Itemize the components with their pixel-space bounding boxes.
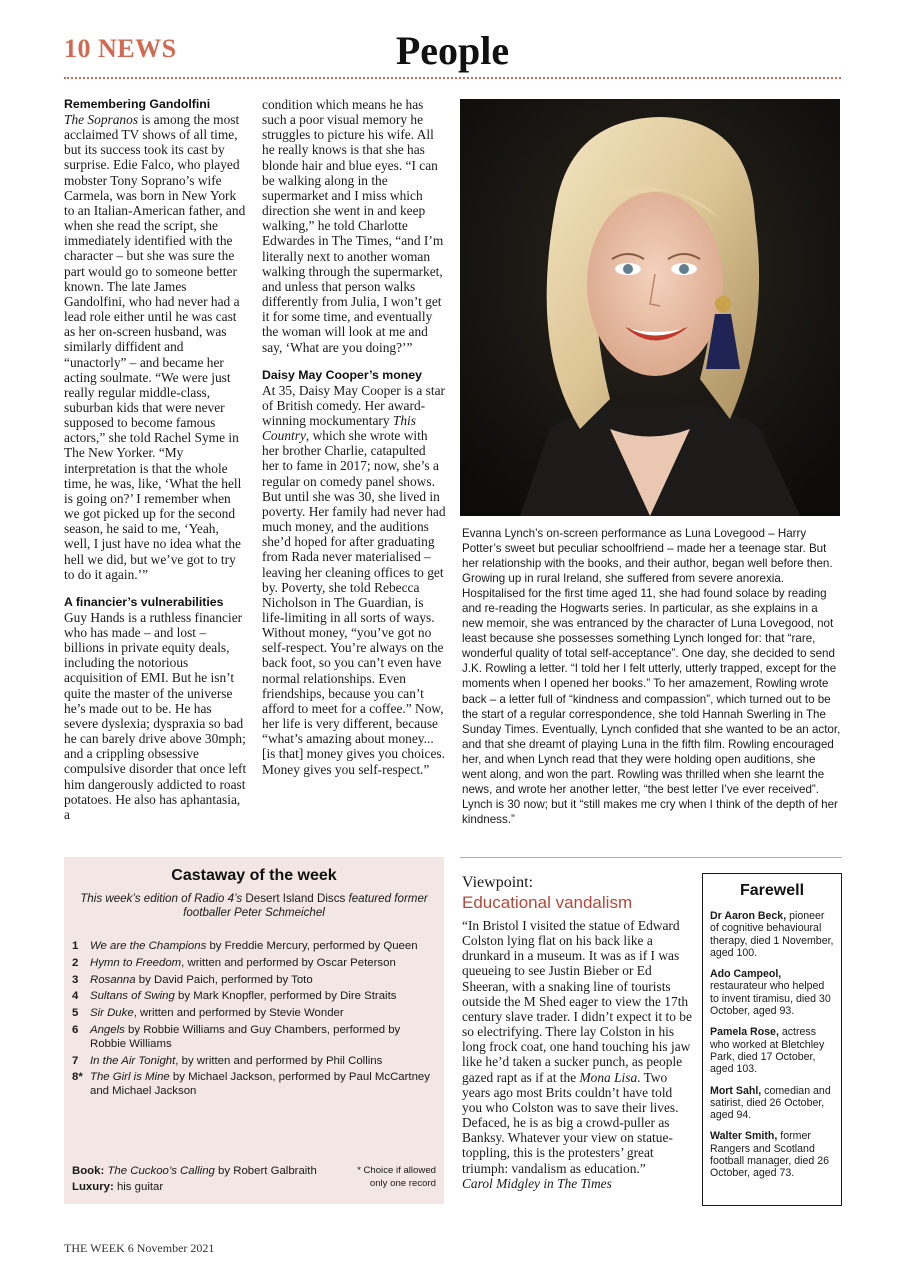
viewpoint-body [462, 918, 694, 1191]
record-text [90, 990, 396, 1004]
record-song: Angels [90, 1023, 125, 1036]
page-footer: THE WEEK 6 November 2021 [64, 1241, 215, 1255]
record-number: 2 [72, 956, 79, 969]
list-item [72, 1055, 436, 1069]
obit-name: Pamela Rose, [710, 1026, 779, 1039]
castaway-note: * Choice if allowed only one record [357, 1165, 436, 1189]
obit-desc: restaurateur who helped to invent tiramisu, died 30 October, aged 93. [710, 980, 831, 1018]
list-item [72, 1007, 436, 1021]
farewell-box [702, 873, 842, 1206]
evanna-lynch-photo [460, 99, 840, 516]
list-item [72, 1071, 436, 1099]
photo-caption: Evanna Lynch’s on-screen performance as Luna Lovegood – Harry Potter’s sweet but peculiar schoolfriend – made her a teenage star. But her relationship with the books, and their author, began well before then. Growing up in rural Ireland, she suffered from severe anorexia. Hospitalised for the first time aged 11, she had found solace by reading and re-reading the Hogwarts series. In particular, as she explains in a new memoir, she was entranced by the character of Luna Lovegood, not least because she possesses something Lynch longed for: that “rare, wonderful quality of total self-acceptance”. One day, she decided to send J.K. Rowling a letter. “I told her I felt utterly, utterly trapped, except for the moments when I opened her books.” To her amazement, Rowling wrote back – a letter full of “kindness and compassion”, which turned out to be the start of a regular correspondence, she told Hannah Swerling in The Sunday Times. Eventually, Lynch confided that she wanted to be an actor, and that she dreamt of playing Luna in the fifth film. Rowling encouraged her, and when Lynch read that they were holding open auditions, she went along, and won the part. Rowling was thrilled when she learnt the news, and wrote her another letter, “the best letter I’ve ever received”. Lynch is 30 now; but it “still makes me cry when I think of the depth of her kindness.” [462, 527, 841, 826]
page-title: People [395, 28, 510, 73]
viewpoint-source: Carol Midgley in The Times [462, 1175, 612, 1191]
column-1 [64, 97, 248, 822]
castaway-record-list [72, 940, 436, 1102]
viewpoint-label: Viewpoint: [462, 874, 534, 891]
list-item [710, 1026, 836, 1075]
gandolfini-body: is among the most acclaimed TV shows of all time, but its success took its cast by surprise. Edie Falco, who played mobster Tony Soprano’s wife Carmela, was born in New York to an Italian-American father, and when she read the script, she immediately identified with the character – but she was sure the part would go to someone better known. The late James Gandolfini, who had never had a lead role either until he was cast as her on-screen husband, was similarly diffident and “unactorly” – and became her acting soulmate. “We were just really regular middle-class, suburban kids that were never supposed to become famous actors,” she told Rachel Syme in The New Yorker. “My interpretation is that the whole time, he was, like, ‘What the hell is going on?’ I remember when we got picked up for the second season, he said to me, ‘Yeah, well, I just have no idea what the hell we did, but we’ve got to try to do it again.’” [64, 112, 246, 582]
list-item [710, 910, 836, 959]
record-number: 6 [72, 1023, 79, 1036]
page-number: 10 NEWS [64, 34, 177, 63]
record-text [90, 974, 313, 988]
section-rule [460, 857, 842, 858]
castaway-sub-b: featured former footballer Peter Schmeichel [183, 892, 428, 919]
record-credit: by Robbie Williams and Guy Chambers, performed by Robbie Williams [90, 1023, 401, 1050]
obit-desc: comedian and satirist, died 26 October, aged 94. [710, 1084, 831, 1122]
record-number: 5 [72, 1007, 79, 1020]
list-item [72, 990, 436, 1004]
record-song: We are the Champions [90, 940, 207, 952]
list-item [710, 968, 836, 1017]
record-number: 7 [72, 1054, 79, 1067]
record-text [90, 1055, 382, 1069]
financier-heading: A financier’s vulnerabilities [64, 594, 224, 609]
list-item [72, 940, 436, 954]
viewpoint-title: Educational vandalism [462, 893, 633, 912]
record-song: The Girl is Mine [90, 1071, 170, 1084]
record-song: Sir Duke [90, 1007, 134, 1020]
castaway-title: Castaway of the week [171, 867, 337, 884]
record-text [90, 1071, 436, 1099]
list-item [710, 1130, 836, 1179]
record-credit: by Mark Knopfler, performed by Dire Straits [174, 990, 397, 1003]
record-credit: by Freddie Mercury, performed by Queen [206, 940, 418, 952]
obit-name: Dr Aaron Beck, [710, 910, 787, 922]
record-text [90, 1007, 344, 1021]
castaway-subtitle [78, 892, 430, 920]
record-credit: , by written and performed by Phil Collins [175, 1054, 383, 1067]
record-number: 8* [72, 1071, 83, 1084]
cooper-body-b: , which she wrote with her brother Charlie, catapulted her to fame in 2017; now, she’s a regular on comedy panel shows. But until she was 30, she lived in poverty. Her family had never had much money, and the auditions she’d hoped for after graduating from Rada never materialised – leaving her cleaning offices to get by. Poverty, she told Rebecca Nicholson in The Guardian, is life-limiting in all sorts of ways. Without money, “you’ve got no self-respect. You’re always on the back foot, so you can’t even have normal relationships. Even friendships, because you can’t afford to meet for a coffee.” Now, her life is very different, because “what’s amazing about money... [is that] money gives you choices. Money gives you self-respect.” [262, 428, 446, 777]
cooper-body-a: At 35, Daisy May Cooper is a star of British comedy. Her award-winning mockumentary [262, 382, 445, 428]
record-credit: , written and performed by Stevie Wonder [133, 1007, 344, 1020]
obit-desc: pioneer of cognitive behavioural therapy, died 1 November, aged 100. [710, 910, 834, 959]
record-number: 4 [72, 990, 79, 1003]
castaway-box [64, 857, 444, 1204]
record-song: In the Air Tonight [90, 1054, 176, 1067]
obit-desc: former Rangers and Scotland football manager, died 26 October, aged 73. [710, 1130, 829, 1180]
record-text [90, 1024, 436, 1052]
farewell-list [710, 910, 836, 1189]
obit-name: Ado Campeol, [710, 968, 782, 981]
record-number: 1 [72, 940, 79, 952]
record-credit: , written and performed by Oscar Peterson [181, 956, 396, 969]
farewell-title: Farewell [739, 882, 805, 899]
viewpoint-text-a: “In Bristol I visited the statue of Edward Colston lying flat on his back like a drunkard in a museum. It was as if I was queueing to see Justin Bieber or Ed Sheeran, with a snaking line of tourists outside the M Shed eager to view the 17th century slave trader. I didn’t expect it to be so electrifying. There lay Colston in his long frock coat, one hand touching his jaw like he’d taken a sucker punch, as people gazed rapt as if at the [462, 918, 692, 1085]
castaway-luxury [72, 1179, 317, 1195]
castaway-footer [72, 1163, 317, 1195]
sopranos-title: The Sopranos [64, 112, 139, 127]
list-item [710, 1085, 836, 1122]
this-country-title: This Country [262, 412, 416, 444]
gandolfini-story [64, 112, 248, 582]
book-title: The Cuckoo’s Calling [107, 1165, 215, 1177]
cooper-story [262, 383, 446, 777]
luxury-label: Luxury: [72, 1181, 114, 1193]
castaway-sub-a: This week’s edition of Radio 4’s [80, 892, 246, 905]
obit-desc: actress who worked at Bletchley Park, died 17 October, aged 103. [710, 1026, 825, 1076]
castaway-show: Desert Island Discs [245, 892, 346, 905]
record-text [90, 940, 418, 954]
book-author: by Robert Galbraith [214, 1165, 317, 1177]
list-item [72, 1024, 436, 1052]
list-item [72, 974, 436, 988]
obit-name: Walter Smith, [710, 1130, 778, 1143]
record-credit: by David Paich, performed by Toto [135, 973, 313, 986]
record-number: 3 [72, 973, 79, 986]
viewpoint-text-b: . Two years ago most Brits couldn’t have told you who Colston was to save their lives. Defaced, he is as big a crowd-puller as Banksy. Whatever your view on statue-toppling, this is the protesters’ great triumph: vandalism as education.” [462, 1069, 679, 1176]
header-rule [64, 77, 841, 79]
mona-lisa: Mona Lisa [579, 1069, 638, 1085]
list-item [72, 957, 436, 971]
book-label: Book: [72, 1165, 105, 1177]
record-text [90, 957, 396, 971]
record-credit: by Michael Jackson, performed by Paul McCartney and Michael Jackson [90, 1071, 430, 1098]
castaway-book [72, 1163, 317, 1179]
financier-body-continued: condition which means he has such a poor visual memory he struggles to picture his wife. All he really knows is that she has blonde hair and blue eyes. “I can be walking along in the supermarket and I miss which direction she went in and keep walking,” he told Charlotte Edwardes in The Times, “and I’m literally next to another woman walking through the supermarket, and unless that person walks differently from Julia, I won’t get it for some time, and eventually the woman will look at me and say, ‘What are you doing?’” [262, 97, 444, 355]
column-2 [262, 97, 446, 777]
luxury-value: his guitar [113, 1181, 164, 1193]
gandolfini-heading: Remembering Gandolfini [64, 97, 211, 111]
record-song: Sultans of Swing [90, 990, 175, 1003]
record-song: Rosanna [90, 973, 136, 986]
obit-name: Mort Sahl, [710, 1084, 762, 1097]
record-song: Hymn to Freedom [90, 956, 182, 969]
cooper-heading: Daisy May Cooper’s money [262, 367, 422, 382]
portrait-illustration [460, 99, 840, 516]
financier-body: Guy Hands is a ruthless financier who has made – and lost – billions in private equity deals, including the notorious acquisition of EMI. But he isn’t quite the master of the universe he’s made out to be. He has severe dyslexia; dyspraxia so bad he can barely drive above 30mph; and a crippling obsessive compulsive disorder that once left him dangerously addicted to roast potatoes. He also has aphantasia, a [64, 609, 247, 822]
